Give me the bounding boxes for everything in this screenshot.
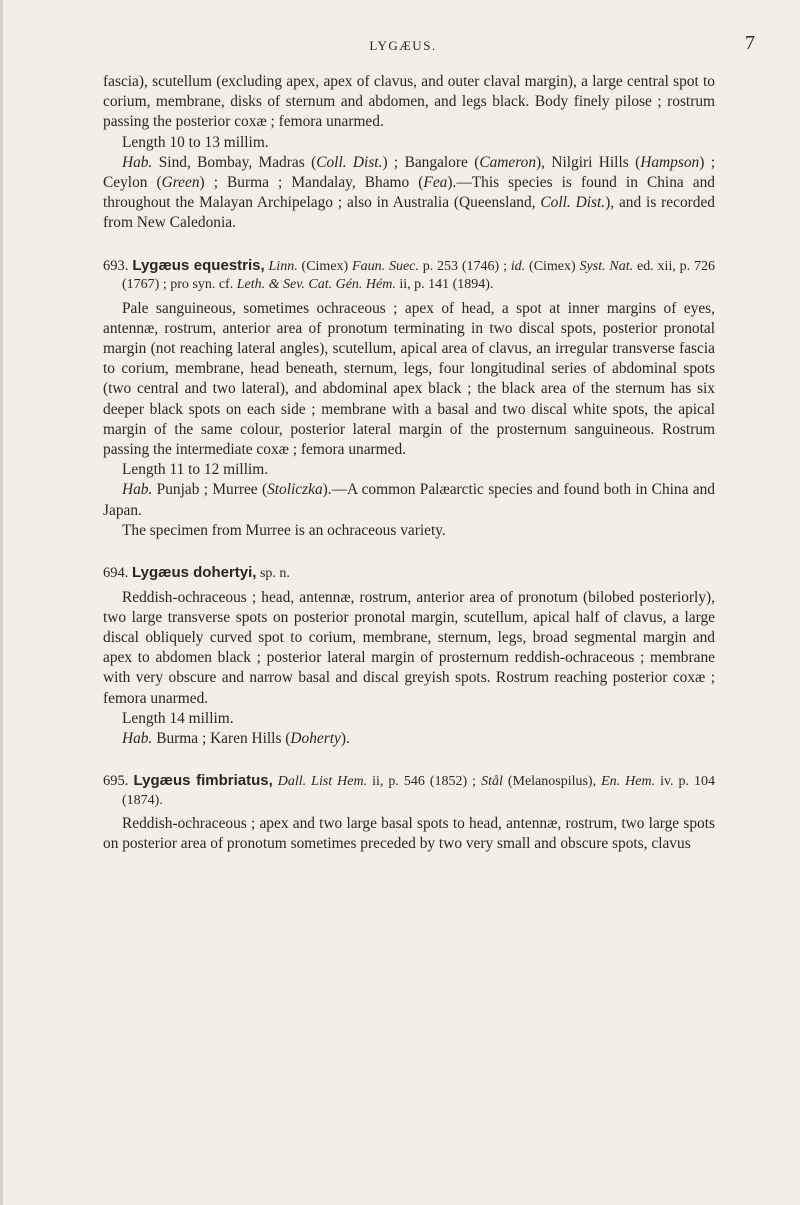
hab-text: Sind, Bombay, Madras ( — [152, 153, 317, 171]
collector: Hampson — [640, 153, 700, 171]
citation-text: (Cimex) — [297, 258, 353, 274]
entry-693-length: Length 11 to 12 millim. — [122, 461, 269, 479]
entry-693-note: The specimen from Murree is an ochraceous variety. — [122, 521, 446, 539]
publication: Faun. Suec. — [352, 258, 419, 274]
citation-text: p. 253 (1746) ; — [418, 258, 511, 274]
running-head: LYGÆUS. — [369, 38, 437, 53]
citation-text: sp. n. — [256, 566, 290, 582]
entry-695-heading — [103, 772, 715, 810]
genus-name: Lygæus — [132, 256, 190, 274]
citation-text: (Cimex) — [525, 258, 580, 274]
entry-693-heading — [103, 257, 715, 295]
entry-694-length: Length 14 millim. — [122, 709, 234, 727]
entry-693-habitat — [103, 480, 715, 520]
hab-label: Hab. — [122, 729, 153, 747]
collector: Fea — [423, 174, 448, 192]
collector: Stoliczka — [267, 481, 323, 499]
collector: Doherty — [290, 729, 341, 747]
genus-name: Lygæus — [132, 564, 189, 582]
entry-694-heading — [103, 564, 715, 584]
publication: Dall. List Hem. — [277, 774, 368, 790]
entry-number: 695. — [103, 773, 134, 790]
publication: Leth. & Sev. Cat. Gén. Hém. — [236, 277, 396, 293]
collector: Coll. Dist. — [316, 153, 383, 171]
continuation-description: fascia), scutellum (excluding apex, apex of clavus, and outer claval margin), a large central spot to corium, membrane, disks of sternum and abdomen, and legs black. Body finely pilose ; rostrum passing the posterior coxæ ; femora unarmed. — [103, 73, 715, 131]
citation-text: ed. xii, p. 726 (1767) ; pro syn. cf. — [122, 258, 716, 293]
citation-text: (Melanospilus), — [502, 774, 602, 790]
citation-text: ii, p. 546 (1852) ; — [367, 774, 482, 790]
citation-text: iv. p. 104 (1874). — [122, 774, 716, 808]
collector: Coll. Dist. — [540, 194, 606, 212]
hab-text: ), Nilgiri Hills ( — [536, 153, 641, 171]
hab-text: ), and is recorded from New Caledonia. — [103, 194, 715, 232]
entry-694-description: Reddish-ochraceous ; head, antennæ, rostrum, anterior area of pronotum (bilobed posteriorly), two large transverse spots on posterior pronotal margin, scutellum, apical half of clavus, a large discal obliquely curved spot to corium, membrane, sternum, legs, broad segmental margin and apex to abdomen black ; posterior lateral margin of prosternum reddish-ochraceous ; membrane with very obscure and narrow basal and discal greyish spots. Rostrum reaching posterior coxæ ; femora unarmed. — [103, 588, 715, 707]
author: Stål — [481, 774, 503, 790]
hab-text: ).—A common Palæarctic species and found both in China and Japan. — [103, 481, 715, 519]
author: id. — [510, 258, 526, 274]
collector: Cameron — [479, 153, 537, 171]
continuation-habitat — [103, 153, 715, 234]
hab-text: ) ; Ceylon ( — [103, 153, 716, 192]
hab-text: ).—This species is found in China and throughout the Malayan Archipelago ; also in Australia (Queensland, — [103, 174, 715, 212]
publication: En. Hem. — [601, 774, 656, 790]
continuation-length: Length 10 to 13 millim. — [122, 133, 269, 151]
entry-695-description: Reddish-ochraceous ; apex and two large basal spots to head, antennæ, rostrum, two large spots on posterior area of pronotum sometimes preceded by two very small and obscure spots, clavus — [103, 815, 715, 853]
publication: Syst. Nat. — [579, 258, 634, 274]
hab-text: Burma ; Karen Hills ( — [152, 729, 291, 747]
hab-label: Hab. — [122, 153, 153, 171]
entry-694-habitat — [103, 729, 715, 749]
species-name: equestris, — [189, 256, 265, 274]
hab-text: ) ; Bangalore ( — [382, 153, 480, 171]
text-block — [103, 72, 715, 855]
hab-label: Hab. — [122, 481, 153, 499]
author: Linn. — [268, 258, 298, 274]
collector: Green — [161, 174, 200, 192]
genus-name: Lygæus — [133, 772, 191, 790]
species-name: dohertyi, — [188, 564, 257, 582]
page-number: 7 — [745, 32, 755, 54]
entry-number: 693. — [103, 257, 133, 274]
citation-text: ii, p. 141 (1894). — [395, 277, 494, 293]
hab-text: ). — [340, 729, 350, 747]
entry-number: 694. — [103, 565, 132, 582]
entry-693-description: Pale sanguineous, sometimes ochraceous ; apex of head, a spot at inner margins of eyes, antennæ, rostrum, anterior area of pronotum terminating in two discal spots, posterior pronotal margin (not reaching lateral angles), scutellum, apical area of clavus, an irregular transverse fascia to corium, membrane, head beneath, sternum, legs, four longitudinal series of abdominal spots (two central and two lateral), and abdominal apex black ; the black area of the sternum has six deeper black spots on each side ; membrane with a basal and two discal white spots, the apical margin of the same colour, posterior lateral margin of the prosternum sanguineous. Rostrum passing the intermediate coxæ ; femora unarmed. — [103, 299, 715, 459]
hab-text: Punjab ; Murree ( — [152, 481, 268, 499]
hab-text: ) ; Burma ; Mandalay, Bhamo ( — [199, 174, 424, 192]
species-name: fimbriatus, — [190, 772, 273, 790]
